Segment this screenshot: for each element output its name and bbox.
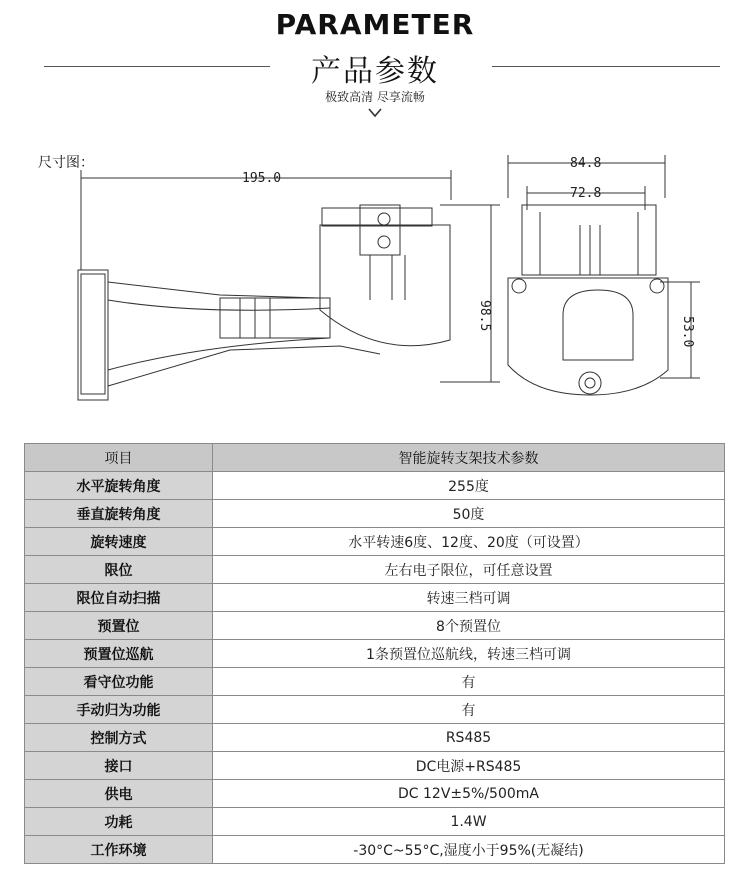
table-row bbox=[25, 640, 725, 668]
row-value: 1条预置位巡航线，转速三档可调 bbox=[213, 640, 725, 668]
row-value: 左右电子限位，可任意设置 bbox=[213, 556, 725, 584]
table-row bbox=[25, 528, 725, 556]
chevron-down-icon bbox=[367, 106, 383, 120]
row-key: 控制方式 bbox=[25, 724, 213, 752]
row-key: 供电 bbox=[25, 780, 213, 808]
table-row bbox=[25, 836, 725, 864]
row-value: 1.4W bbox=[213, 808, 725, 836]
row-value: 水平转速6度、12度、20度（可设置） bbox=[213, 528, 725, 556]
row-key: 预置位巡航 bbox=[25, 640, 213, 668]
dim-front-height: 53.0 bbox=[680, 316, 695, 348]
row-value: 255度 bbox=[213, 472, 725, 500]
table-row bbox=[25, 696, 725, 724]
header-item: 项目 bbox=[25, 444, 213, 472]
table-header-row bbox=[25, 444, 725, 472]
row-value: -30°C~55°C,湿度小于95%(无凝结) bbox=[213, 836, 725, 864]
row-value: 转速三档可调 bbox=[213, 584, 725, 612]
table-row bbox=[25, 472, 725, 500]
row-value: 50度 bbox=[213, 500, 725, 528]
row-key: 看守位功能 bbox=[25, 668, 213, 696]
table-row bbox=[25, 500, 725, 528]
table-row bbox=[25, 612, 725, 640]
row-value: 有 bbox=[213, 696, 725, 724]
title-chinese: 产品参数 bbox=[311, 54, 439, 89]
subtitle: 极致高清 尽享流畅 bbox=[325, 90, 425, 104]
dim-side-height: 98.5 bbox=[477, 300, 492, 332]
dimension-drawing-label: 尺寸图： bbox=[38, 155, 94, 171]
row-value: DC 12V±5%/500mA bbox=[213, 780, 725, 808]
table-row bbox=[25, 668, 725, 696]
table-row bbox=[25, 780, 725, 808]
row-value: 有 bbox=[213, 668, 725, 696]
right-divider bbox=[492, 66, 720, 67]
spec-table bbox=[24, 443, 725, 864]
row-value: DC电源+RS485 bbox=[213, 752, 725, 780]
row-key: 手动归为功能 bbox=[25, 696, 213, 724]
table-row bbox=[25, 752, 725, 780]
table-row bbox=[25, 556, 725, 584]
row-value: 8个预置位 bbox=[213, 612, 725, 640]
dim-front-outer-width: 84.8 bbox=[570, 156, 602, 171]
dimension-drawing bbox=[0, 150, 750, 420]
row-key: 垂直旋转角度 bbox=[25, 500, 213, 528]
row-key: 限位自动扫描 bbox=[25, 584, 213, 612]
table-row bbox=[25, 724, 725, 752]
row-key: 预置位 bbox=[25, 612, 213, 640]
table-row bbox=[25, 584, 725, 612]
title-english: PARAMETER bbox=[275, 8, 475, 41]
header-spec: 智能旋转支架技术参数 bbox=[213, 444, 725, 472]
row-value: RS485 bbox=[213, 724, 725, 752]
row-key: 限位 bbox=[25, 556, 213, 584]
row-key: 接口 bbox=[25, 752, 213, 780]
row-key: 工作环境 bbox=[25, 836, 213, 864]
dim-front-inner-width: 72.8 bbox=[570, 186, 602, 201]
table-row bbox=[25, 808, 725, 836]
dim-side-width: 195.0 bbox=[242, 171, 282, 186]
row-key: 功耗 bbox=[25, 808, 213, 836]
row-key: 旋转速度 bbox=[25, 528, 213, 556]
row-key: 水平旋转角度 bbox=[25, 472, 213, 500]
